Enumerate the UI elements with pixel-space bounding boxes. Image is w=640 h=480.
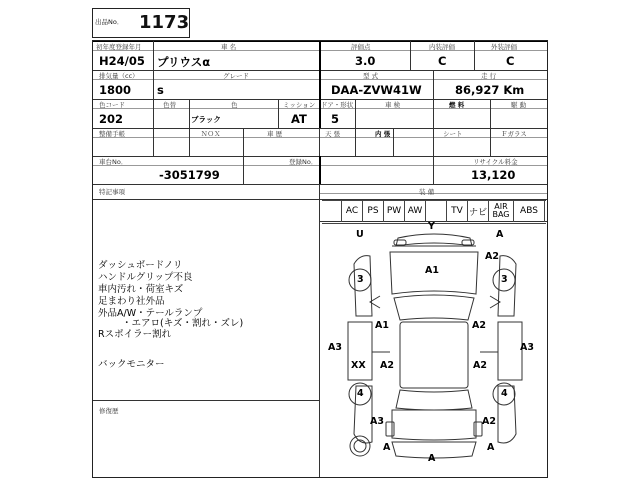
model-code: DAA-ZVW41W [331,83,422,97]
transmission: AT [291,112,307,126]
color-code: 202 [99,112,124,126]
mark-front-left-bumper: U [356,229,364,240]
remarks-title: 特記事項 [99,188,125,196]
displacement-label: 排気量（cc） [99,72,139,80]
service-book-label: 整備手帳 [99,130,125,138]
equipment-pw: PW [383,200,404,222]
front-glass-label: Ｆガラス [501,130,527,138]
color-change-label: 色替 [163,101,176,109]
plate-number-label: 登録No． [289,158,318,166]
mark-front-bumper: Y [428,221,435,232]
remark-line: 外品A/W・テールランプ [98,308,203,319]
doors-label: ドア・形状 [321,101,354,109]
chassis-number: -3051799 [159,168,220,182]
equipment-ps: PS [362,200,383,222]
car-diagram [326,224,544,474]
repair-history-title: 修復歴 [99,407,119,415]
equipment-title: 装 備 [419,188,435,196]
model-code-label: 型 式 [363,72,379,80]
grade: s [157,83,164,97]
mileage: 86,927 Km [455,83,525,97]
mileage-label: 走 行 [481,72,497,80]
transmission-label: ミッション [283,101,316,109]
mark-right-side: A3 [520,342,534,353]
equipment-abs: ABS [513,200,545,222]
score-label: 評価点 [351,43,371,51]
remark-line: ダッシュボードノリ [98,260,183,271]
remark-line: Rスポイラー割れ [98,329,172,340]
interior-grade-label: 内装評価 [429,43,455,51]
mark-left-rear-fender: A3 [370,416,384,427]
doors: 5 [331,112,340,126]
remark-line: ・エアロ(キズ・割れ・ズレ) [122,318,244,329]
exterior-grade: C [506,54,515,68]
mark-rear-left-bumper: A [383,442,391,453]
exterior-grade-label: 外装評価 [491,43,517,51]
remark-line: 足まわり社外品 [98,296,165,307]
tire-rear-right: 4 [501,388,508,399]
fuel-label: 燃 料 [449,101,465,109]
mark-front-right-fender: A2 [485,251,499,262]
displacement: 1800 [99,83,132,97]
car-name: プリウスα [157,55,211,69]
mark-right-door: A2 [472,320,486,331]
equipment-aw: AW [404,200,425,222]
drive-label: 駆 動 [511,101,527,109]
mark-hood: A1 [425,265,439,276]
equipment-blank [425,200,446,222]
tire-front-right: 3 [501,274,508,285]
mark-left-rear-panel: A2 [380,360,394,371]
mark-rear-bumper: A [428,453,436,464]
recycle-fee-label: リサイクル料金 [473,158,518,166]
mark-front-right-bumper: A [496,229,504,240]
mark-right-rear-door: A2 [473,360,487,371]
equipment-airbag: AIR BAG [488,200,513,222]
tire-front-left: 3 [357,274,364,285]
lot-number: 1173 [139,12,190,33]
roof-lining-label: 天 張 [325,130,341,138]
lot-number-box [92,8,190,38]
interior-lining-label: 内 張 [375,130,391,138]
equipment-ac: AC [341,200,362,222]
mark-rear-right-bumper: A [487,442,495,453]
history-label: 車 歴 [267,130,283,138]
mark-left-door: A1 [375,320,389,331]
nox-label: ＮＯＸ [201,130,221,138]
remark-line: ハンドルグリップ不良 [98,272,193,283]
equipment-navi: ナビ [467,200,488,222]
inspection-label: 車 検 [385,101,401,109]
score: 3.0 [355,54,376,68]
equipment-tv: TV [446,200,467,222]
seat-label: シート [443,130,463,138]
lot-number-label: 出品No． [95,18,124,26]
remark-line: バックモニター [98,359,165,370]
mark-right-rear-fender: A2 [482,416,496,427]
car-name-label: 車 名 [221,43,237,51]
color-label: 色 [231,101,238,109]
reg-date: H24/05 [99,54,145,68]
color-code-label: 色コード [99,101,125,109]
grade-label: グレード [223,72,249,80]
mark-left-rear-door: XX [351,360,366,371]
recycle-fee: 13,120 [471,168,516,182]
reg-date-label: 初年度登録年月 [96,43,142,51]
chassis-number-label: 車台No． [99,158,128,166]
tire-rear-left: 4 [357,388,364,399]
remark-line: 車内汚れ・荷室キズ [98,284,184,295]
color: ブラック [191,115,221,124]
mark-left-side: A3 [328,342,342,353]
interior-grade: C [438,54,447,68]
